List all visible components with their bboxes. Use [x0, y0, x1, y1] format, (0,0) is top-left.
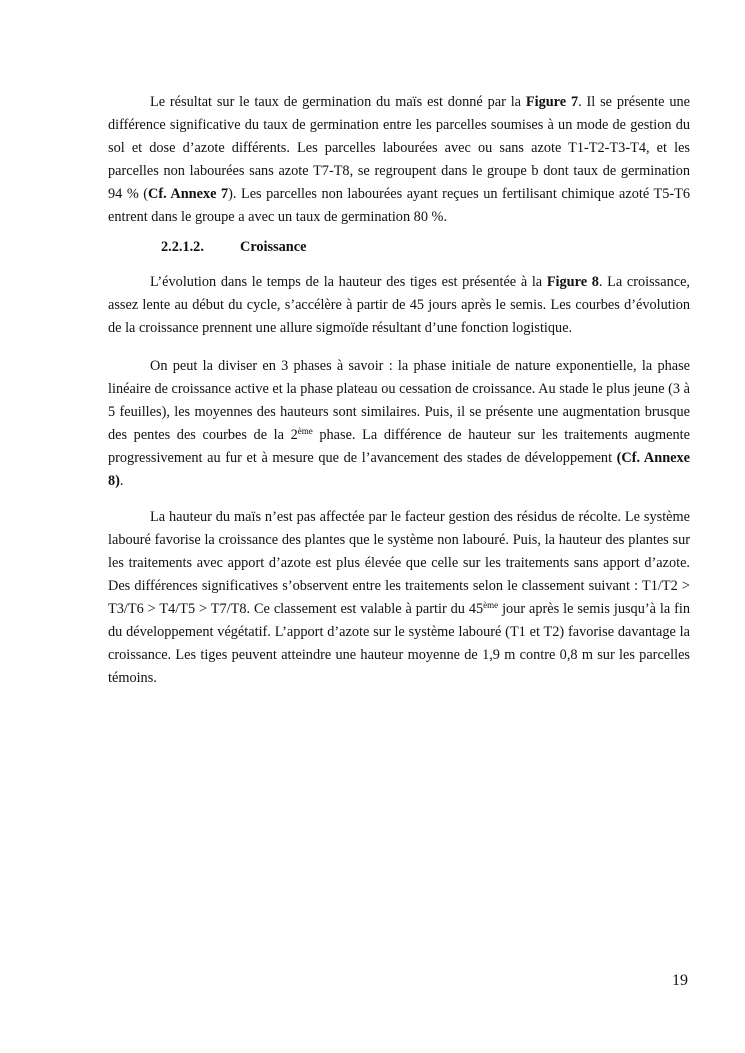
text-segment: ). Les parcelles non labourées ayant reçues un fertilisant chimique azoté T5-T6 entrent dans le groupe a avec un taux de germination 80 %. [108, 186, 690, 225]
paragraph-growth-treatments [108, 506, 690, 690]
text-segment: . [119, 473, 124, 489]
text-segment: . Il se présente une différence significative du taux de germination entre les parcelles soumises à un mode de gestion du sol et dose d’azote différents. Les parcelles labourées avec ou sans azote T1-T2-T3-T4, et les parcelles non labourées sans azote T7-T8, se regroupent dans le groupe b dont taux de germination 94 % ( [108, 94, 690, 202]
paragraph-growth-phases [108, 355, 690, 493]
annex-reference: (Cf. Annexe 8) [108, 450, 690, 489]
text-segment: . La croissance, assez lente au début du cycle, s’accélère à partir de 45 jours après le semis. Les courbes d’évolution de la croissance prennent une allure sigmoïde résultant d’une fonction logistique. [108, 274, 690, 336]
paragraph-germination [108, 91, 690, 229]
page-number: 19 [672, 972, 688, 989]
text-segment: jour après le semis jusqu’à la fin du développement végétatif. L’apport d’azote sur le système labouré (T1 et T2) favorise davantage la croissance. Les tiges peuvent atteindre une hauteur moyenne de 1,9 m contre 0,8 m sur les parcelles témoins. [108, 601, 690, 686]
annex-reference: Cf. Annexe 7 [148, 186, 229, 202]
text-segment: On peut la diviser en 3 phases à savoir : la phase initiale de nature exponentielle, la phase linéaire de croissance active et la phase plateau ou cessation de croissance. Au stade le plus jeune (3 à 5 feuilles), les moyennes des hauteurs sont similaires. Puis, il se présente une augmentation brusque des pentes des courbes de la 2 [108, 358, 690, 443]
section-number: 2.2.1.2. [161, 239, 204, 255]
superscript: ème [297, 426, 313, 436]
figure-reference: Figure 7 [525, 94, 579, 110]
figure-reference: Figure 8 [546, 274, 599, 290]
superscript: ème [483, 600, 499, 610]
text-segment: Le résultat sur le taux de germination du maïs est donné par la [150, 94, 526, 110]
section-title: Croissance [240, 239, 307, 255]
text-segment: L’évolution dans le temps de la hauteur des tiges est présentée à la [150, 274, 547, 290]
text-segment: La hauteur du maïs n’est pas affectée par le facteur gestion des résidus de récolte. Le système labouré favorise la croissance des plantes que le système non labouré. Puis, la hauteur des plantes sur les traitements avec apport d’azote est plus élevée que celle sur les traitements sans apport d’azote. Des différences significatives s’observent entre les traitements selon le classement suivant : T1/T2 > T3/T6 > T4/T5 > T7/T8. Ce classement est valable à partir du 45 [108, 509, 690, 617]
paragraph-growth-intro [108, 271, 690, 340]
section-heading [161, 236, 306, 259]
text-segment: phase. La différence de hauteur sur les traitements augmente progressivement au fur et à mesure que de l’avancement des stades de développement [108, 427, 690, 466]
